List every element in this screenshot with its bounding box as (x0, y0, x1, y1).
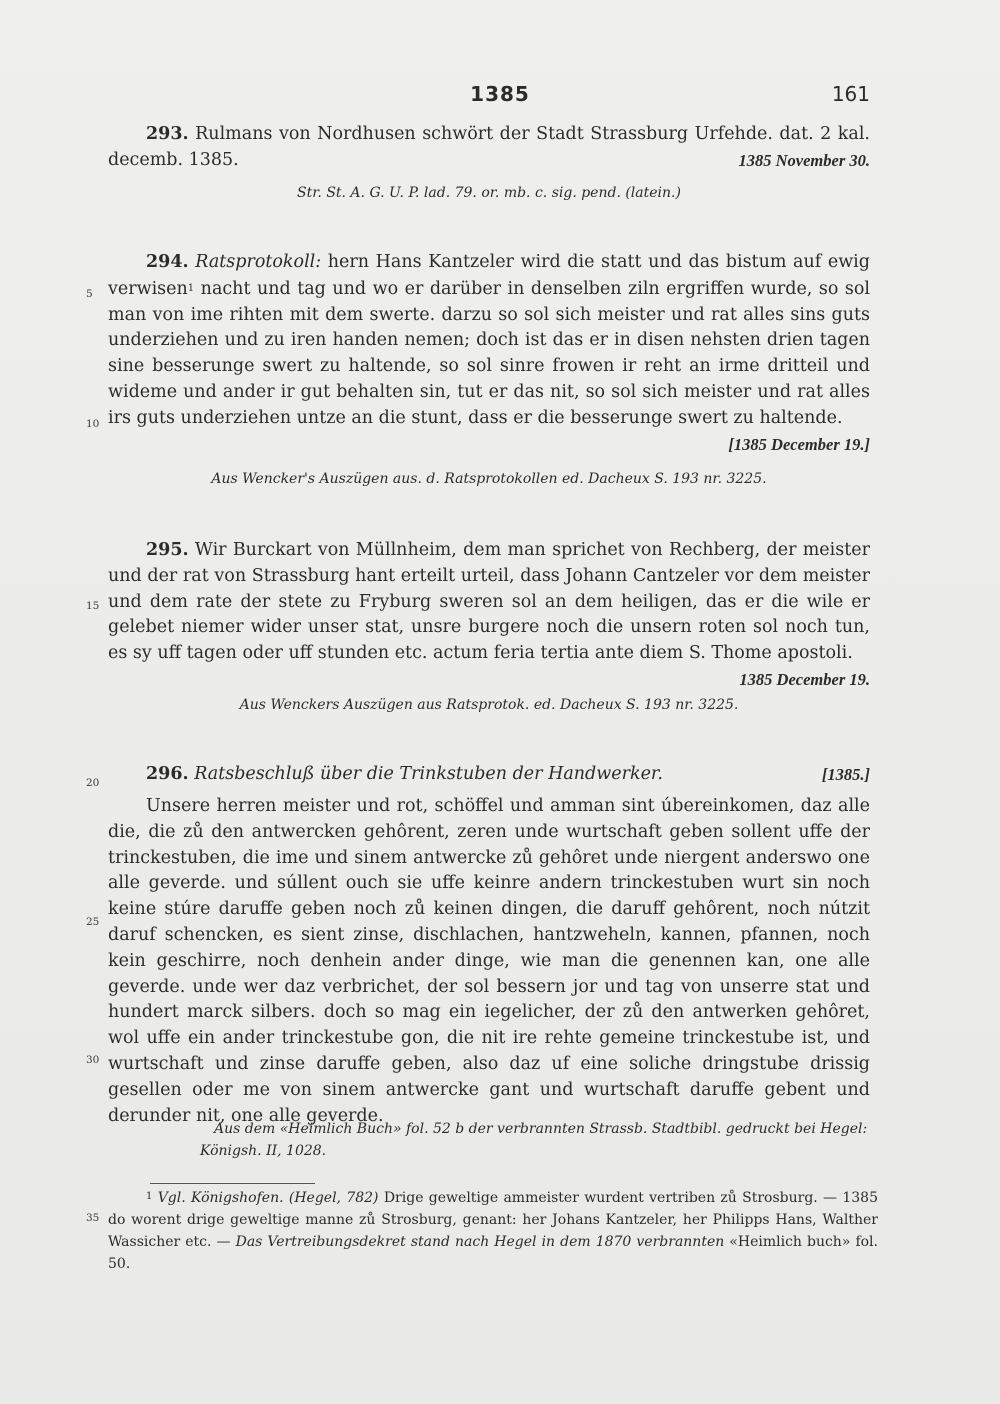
entry-number: 295. (146, 540, 189, 560)
entry-296-text: Unsere herren meister und rot, schöffel und amman sint úbereinkomen, daz alle die, die zů den antwercken gehôrent, zeren unde wurtschaft geben sollent uffe der trinckestuben, die ime und sinem antwercke zů gehôret unde niergent anderswo one alle geverde. und súllent ouch sie uffe keinre andern trinckestuben wurt sin noch keine stúre daruffe geben noch zů keinen dingen, die daruff gehôrent, noch nútzit daruf schencken, es sient zinse, dischlachen, hantzweheln, kannen, pfannen, noch kein geschirre, noch denhein ander dinge, wie man die genennen kan, one alle geverde. unde wer daz verbrichet, der sol bessern jor und tag von unserre stat und hundert marck silbers. doch so mag ein iegelicher, der zů den antwerken gehôret, wol uffe ein ander trinckestube gon, die nit ire rehte gemeine trinckestube ist, und wurtschaft und zinse daruffe geben, also daz uf eine soliche dringstube drissig gesellen oder me von sinem antwercke gant und wurtschaft daruffe gebent und derunder nit, one alle geverde. (108, 796, 870, 1126)
entry-number: 296. (146, 764, 189, 784)
entry-date: [1385.] (821, 765, 870, 784)
entry-296-heading (108, 762, 870, 788)
footnote-rule (150, 1183, 315, 1184)
line-number: 5 (86, 288, 93, 300)
entry-number: 294. (146, 252, 189, 272)
line-number: 10 (86, 418, 100, 430)
entry-date: [1385 December 19.] (728, 434, 870, 454)
footnote-text-end: «Heimlich buch» fol. 50. (108, 1234, 878, 1272)
entry-date: 1385 November 30. (738, 150, 870, 170)
line-number: 15 (86, 600, 100, 612)
footnote-note: Das Vertreibungsdekret stand nach Hegel in dem 1870 verbrannten (235, 1234, 725, 1250)
line-number: 30 (86, 1054, 100, 1066)
footnote-mark: 1 (187, 282, 195, 294)
footnote-number: 1 (146, 1191, 153, 1202)
running-year: 1385 (470, 82, 530, 106)
entry-293 (108, 122, 870, 174)
entry-295 (108, 538, 870, 693)
source-293: Str. St. A. G. U. P. lad. 79. or. mb. c. sig. pend. (latein.) (297, 185, 681, 201)
page-number: 161 (831, 82, 870, 106)
line-number: 20 (86, 777, 100, 789)
footnote-ref: Vgl. Königshofen. (Hegel, 782) (152, 1190, 379, 1206)
line-number: 35 (86, 1212, 100, 1224)
source-295: Aus Wenckers Auszügen aus Ratsprotok. ed. Dacheux S. 193 nr. 3225. (239, 697, 739, 713)
entry-title: Ratsprotokoll: (188, 252, 322, 272)
entry-date: 1385 December 19. (739, 669, 870, 689)
source-294: Aus Wencker's Auszügen aus. d. Ratsprotokollen ed. Dacheux S. 193 nr. 3225. (211, 471, 767, 487)
source-296: Aus dem «Heimlich Buch» fol. 52 b der verbrannten Strassb. Stadtbibl. gedruckt bei Hegel: Königsh. II, 1028. (200, 1121, 868, 1159)
entry-294 (108, 250, 870, 457)
entry-text: hern Hans Kantzeler wird die statt und das bistum auf ewig verwisen (108, 252, 870, 299)
entry-title: Ratsbeschluß über die Trinkstuben der Handwerker. (188, 764, 663, 784)
entry-number: 293. (146, 124, 189, 144)
footnote (108, 1186, 878, 1275)
entry-text: Wir Burckart von Müllnheim, dem man sprichet von Rechberg, der meister und der rat von Strassburg hant erteilt urteil, dass Johann Cantzeler vor dem meister und dem rate der stete zu Fryburg sweren sol an dem heiligen, das er die wile er gelebet niemer wider unser stat, unsre burgere noch die unsern roten sol noch tun, es sy uff tagen oder uff stunden etc. actum feria tertia ante diem S. Thome apostoli. (108, 540, 870, 664)
entry-text: Rulmans von Nordhusen schwört der Stadt Strassburg Urfehde. dat. 2 kal. decemb. 1385. (108, 124, 870, 170)
footnote-text: Drige geweltige ammeister wurdent vertriben zů Strosburg. — 1385 do worent drige geweltige manne zů Strosburg, genant: her Johans Kantzeler, her Philipps Hans, Walther Wassicher etc. — (108, 1190, 878, 1250)
entry-text-cont: nacht und tag und wo er darüber in denselben ziln ergriffen wurde, so sol man von ime rihten mit dem swerte. darzu so sol sich meister und rat alles sins guts underziehen und zu iren handen nemen; doch ist das er in disen nehsten drien tagen sine besserunge swert zu haltende, so sol sinre frowen ir reht an irme dritteil und wideme und ander ir gut behalten sin, tut er das nit, so sol sich meister und rat alles irs guts underziehen untze an die stunt, dass er die besserunge swert zu haltende. (108, 278, 870, 428)
running-header (0, 82, 1000, 108)
line-number: 25 (86, 916, 100, 928)
